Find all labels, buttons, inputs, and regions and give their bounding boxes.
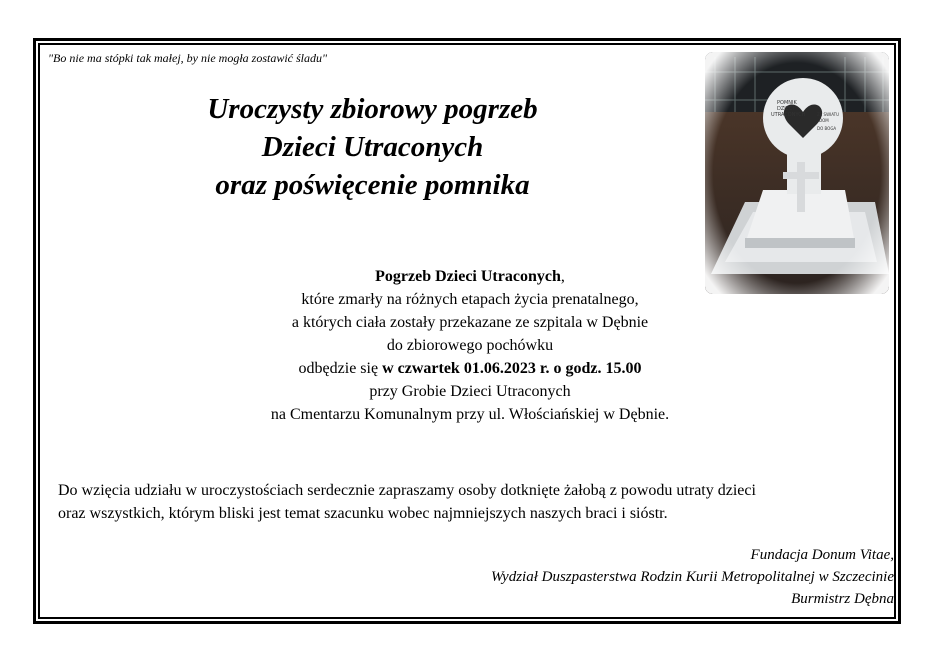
monument-photo [705, 52, 889, 294]
announcement-line-2: które zmarły na różnych etapach życia prenatalnego, [301, 291, 639, 308]
announcement-line-4: do zbiorowego pochówku [386, 337, 554, 354]
title-line-2: Dzieci Utraconych [261, 131, 484, 163]
announcement-date: w czwartek 01.06.2023 r. o godz. 15.00 [382, 360, 642, 377]
signature-1: Fundacja Donum Vitae, [750, 547, 894, 563]
announcement-comma: , [560, 268, 565, 285]
invitation-line-2: oraz wszystkich, którym bliski jest temat szacunku wobec najmniejszych naszych braci i sióstr. [58, 505, 668, 522]
invitation-line-1: Do wzięcia udziału w uroczystościach serdecznie zapraszamy osoby dotknięte żałobą z powodu utraty dzieci [58, 482, 756, 499]
title-line-1: Uroczysty zbiorowy pogrzeb [207, 93, 538, 125]
motto-quote: "Bo nie ma stópki tak małej, by nie mogła zostawić śladu" [48, 51, 328, 65]
announcement-line-7: na Cmentarzu Komunalnym przy ul. Włościańskiej w Dębnie. [270, 406, 670, 423]
announcement-subject: Pogrzeb Dzieci Utraconych [375, 268, 561, 285]
signature-2: Wydział Duszpasterstwa Rodzin Kurii Metropolitalnej w Szczecinie [490, 569, 894, 585]
announcement-date-prefix: odbędzie się [298, 360, 383, 377]
announcement-line-3: a których ciała zostały przekazane ze szpitala w Dębnie [291, 314, 649, 331]
page-title [150, 90, 595, 204]
title-line-3: oraz poświęcenie pomnika [215, 169, 530, 201]
invitation-text [58, 479, 888, 525]
announcement [200, 265, 740, 426]
announcement-line-1 [200, 265, 740, 288]
signature-3: Burmistrz Dębna [791, 591, 894, 607]
announcement-line-6: przy Grobie Dzieci Utraconych [369, 383, 571, 400]
announcement-line-5 [200, 357, 740, 380]
signatures [491, 544, 894, 610]
